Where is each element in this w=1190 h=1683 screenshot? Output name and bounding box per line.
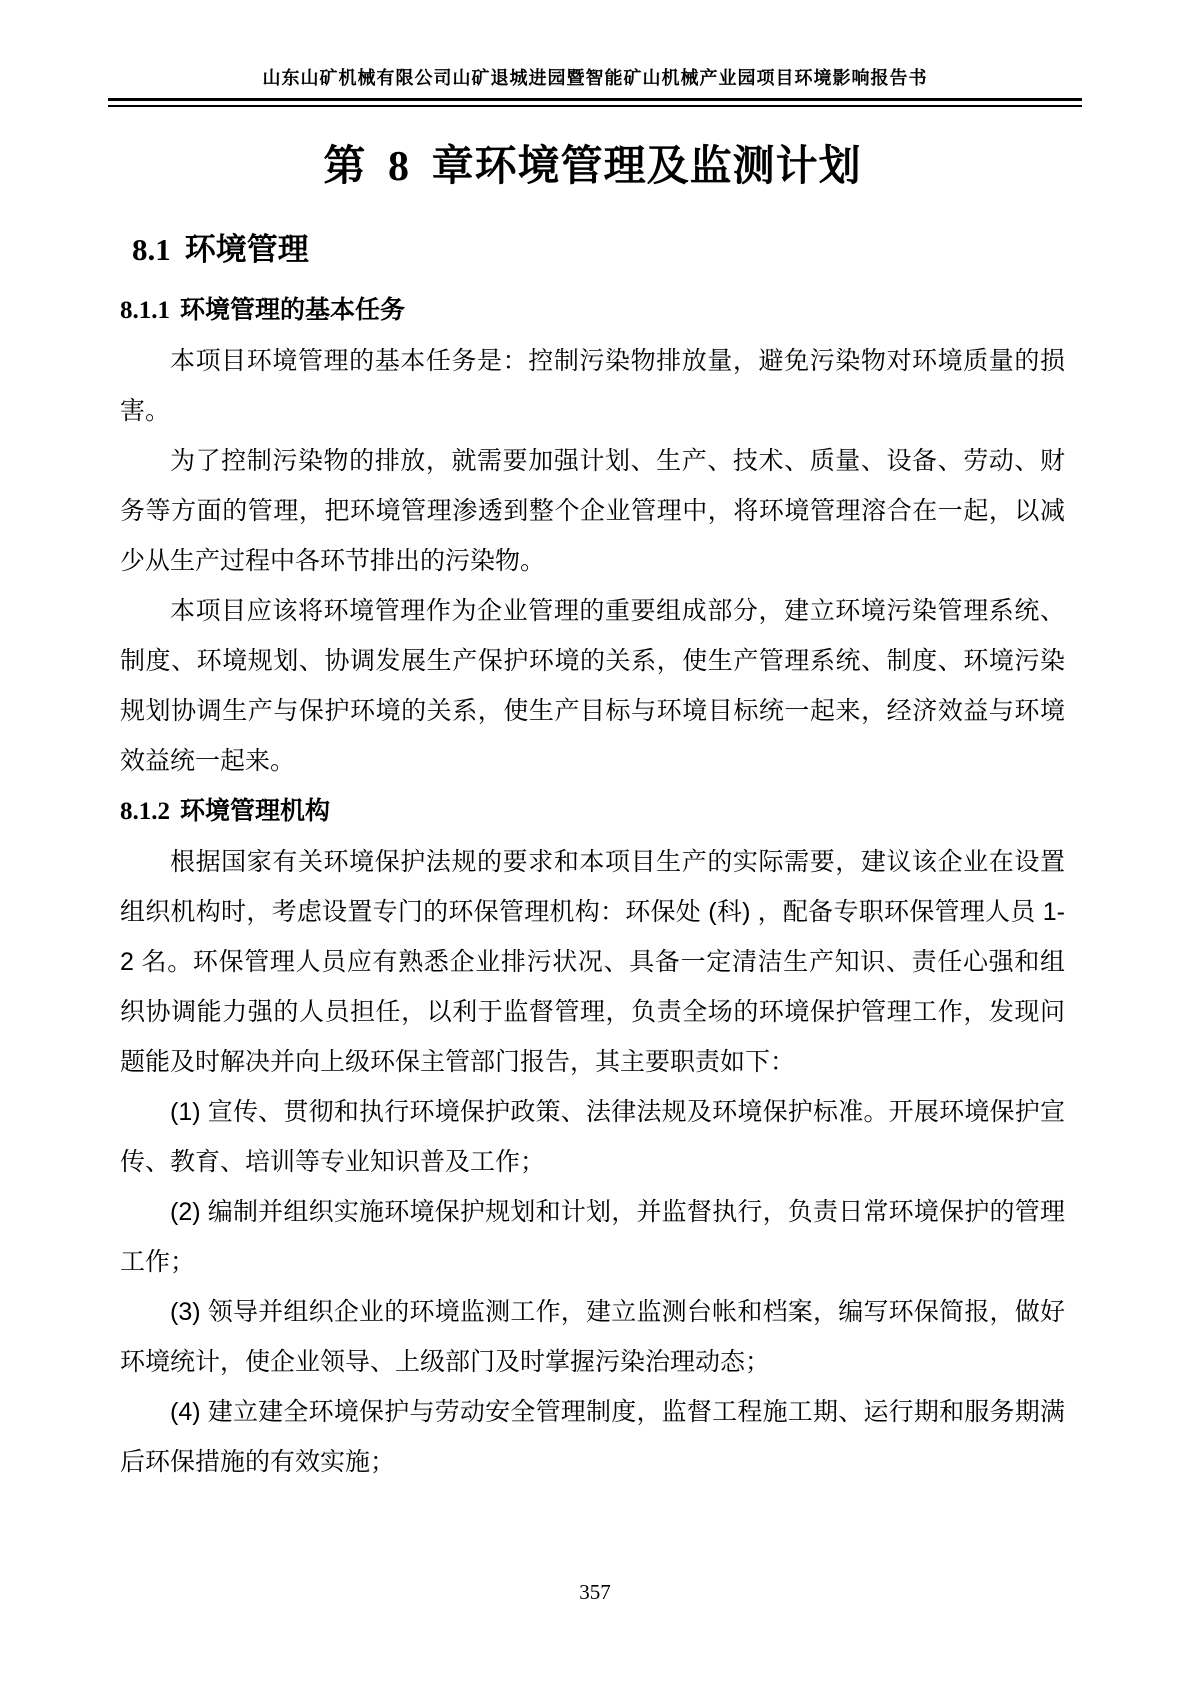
section-8-1-heading <box>132 229 1065 271</box>
chapter-title <box>120 140 1065 193</box>
para-basic-task: 本项目环境管理的基本任务是：控制污染物排放量，避免污染物对环境质量的损害。 <box>120 347 1065 425</box>
report-header-title: 山东山矿机械有限公司山矿退城进园暨智能矿山机械产业园项目环境影响报告书 <box>262 68 928 88</box>
para-pollution-control: 为了控制污染物的排放，就需要加强计划、生产、技术、质量、设备、劳动、财务等方面的管理，把环境管理渗透到整个企业管理中，将环境管理溶合在一起，以减少从生产过程中各环节排出的污染物。 <box>120 447 1065 575</box>
section-8-1-2-number: 8.1.2 <box>120 798 170 825</box>
section-8-1-1-heading <box>120 285 1065 336</box>
header-double-rule <box>108 98 1082 107</box>
para-duty-4: (4) 建立建全环境保护与劳动安全管理制度，监督工程施工期、运行期和服务期满后环保措施的有效实施； <box>120 1398 1065 1476</box>
page-header <box>108 64 1082 107</box>
para-org-setup: 根据国家有关环境保护法规的要求和本项目生产的实际需要，建议该企业在设置组织机构时，考虑设置专门的环保管理机构：环保处 (科) ，配备专职环保管理人员 1-2 名。环保管理人员应有熟悉企业排污状况、具备一定清洁生产知识、责任心强和组织协调能力强的人员担任，以利于监督管理，负责全场的环境保护管理工作，发现问题能及时解决并向上级环保主管部门报告，其主要职责如下： <box>120 848 1065 1076</box>
section-8-1-number: 8.1 <box>132 232 171 267</box>
page-number: 357 <box>579 1580 611 1604</box>
para-duty-1: (1) 宣传、贯彻和执行环境保护政策、法律法规及环境保护标准。开展环境保护宣传、教育、培训等专业知识普及工作； <box>120 1098 1065 1176</box>
section-8-1-1-number: 8.1.1 <box>120 297 170 324</box>
para-management-integration: 本项目应该将环境管理作为企业管理的重要组成部分，建立环境污染管理系统、制度、环境规划、协调发展生产保护环境的关系，使生产管理系统、制度、环境污染规划协调生产与保护环境的关系，使生产目标与环境目标统一起来，经济效益与环境效益统一起来。 <box>120 597 1065 775</box>
chapter-title-post: 章环境管理及监测计划 <box>431 142 862 189</box>
para-duty-2: (2) 编制并组织实施环境保护规划和计划，并监督执行，负责日常环境保护的管理工作； <box>120 1198 1065 1276</box>
section-8-1-2-heading <box>120 786 1065 837</box>
section-8-1-title: 环境管理 <box>184 232 309 267</box>
section-8-1-2-title: 环境管理机构 <box>180 797 331 825</box>
chapter-title-pre: 第 <box>323 142 367 189</box>
chapter-number: 8 <box>388 144 410 190</box>
para-duty-3: (3) 领导并组织企业的环境监测工作，建立监测台帐和档案，编写环保简报，做好环境统计，使企业领导、上级部门及时掌握污染治理动态； <box>120 1298 1065 1376</box>
section-8-1-1-title: 环境管理的基本任务 <box>180 296 406 324</box>
page-content <box>120 140 1065 1487</box>
page-footer <box>0 1580 1190 1605</box>
